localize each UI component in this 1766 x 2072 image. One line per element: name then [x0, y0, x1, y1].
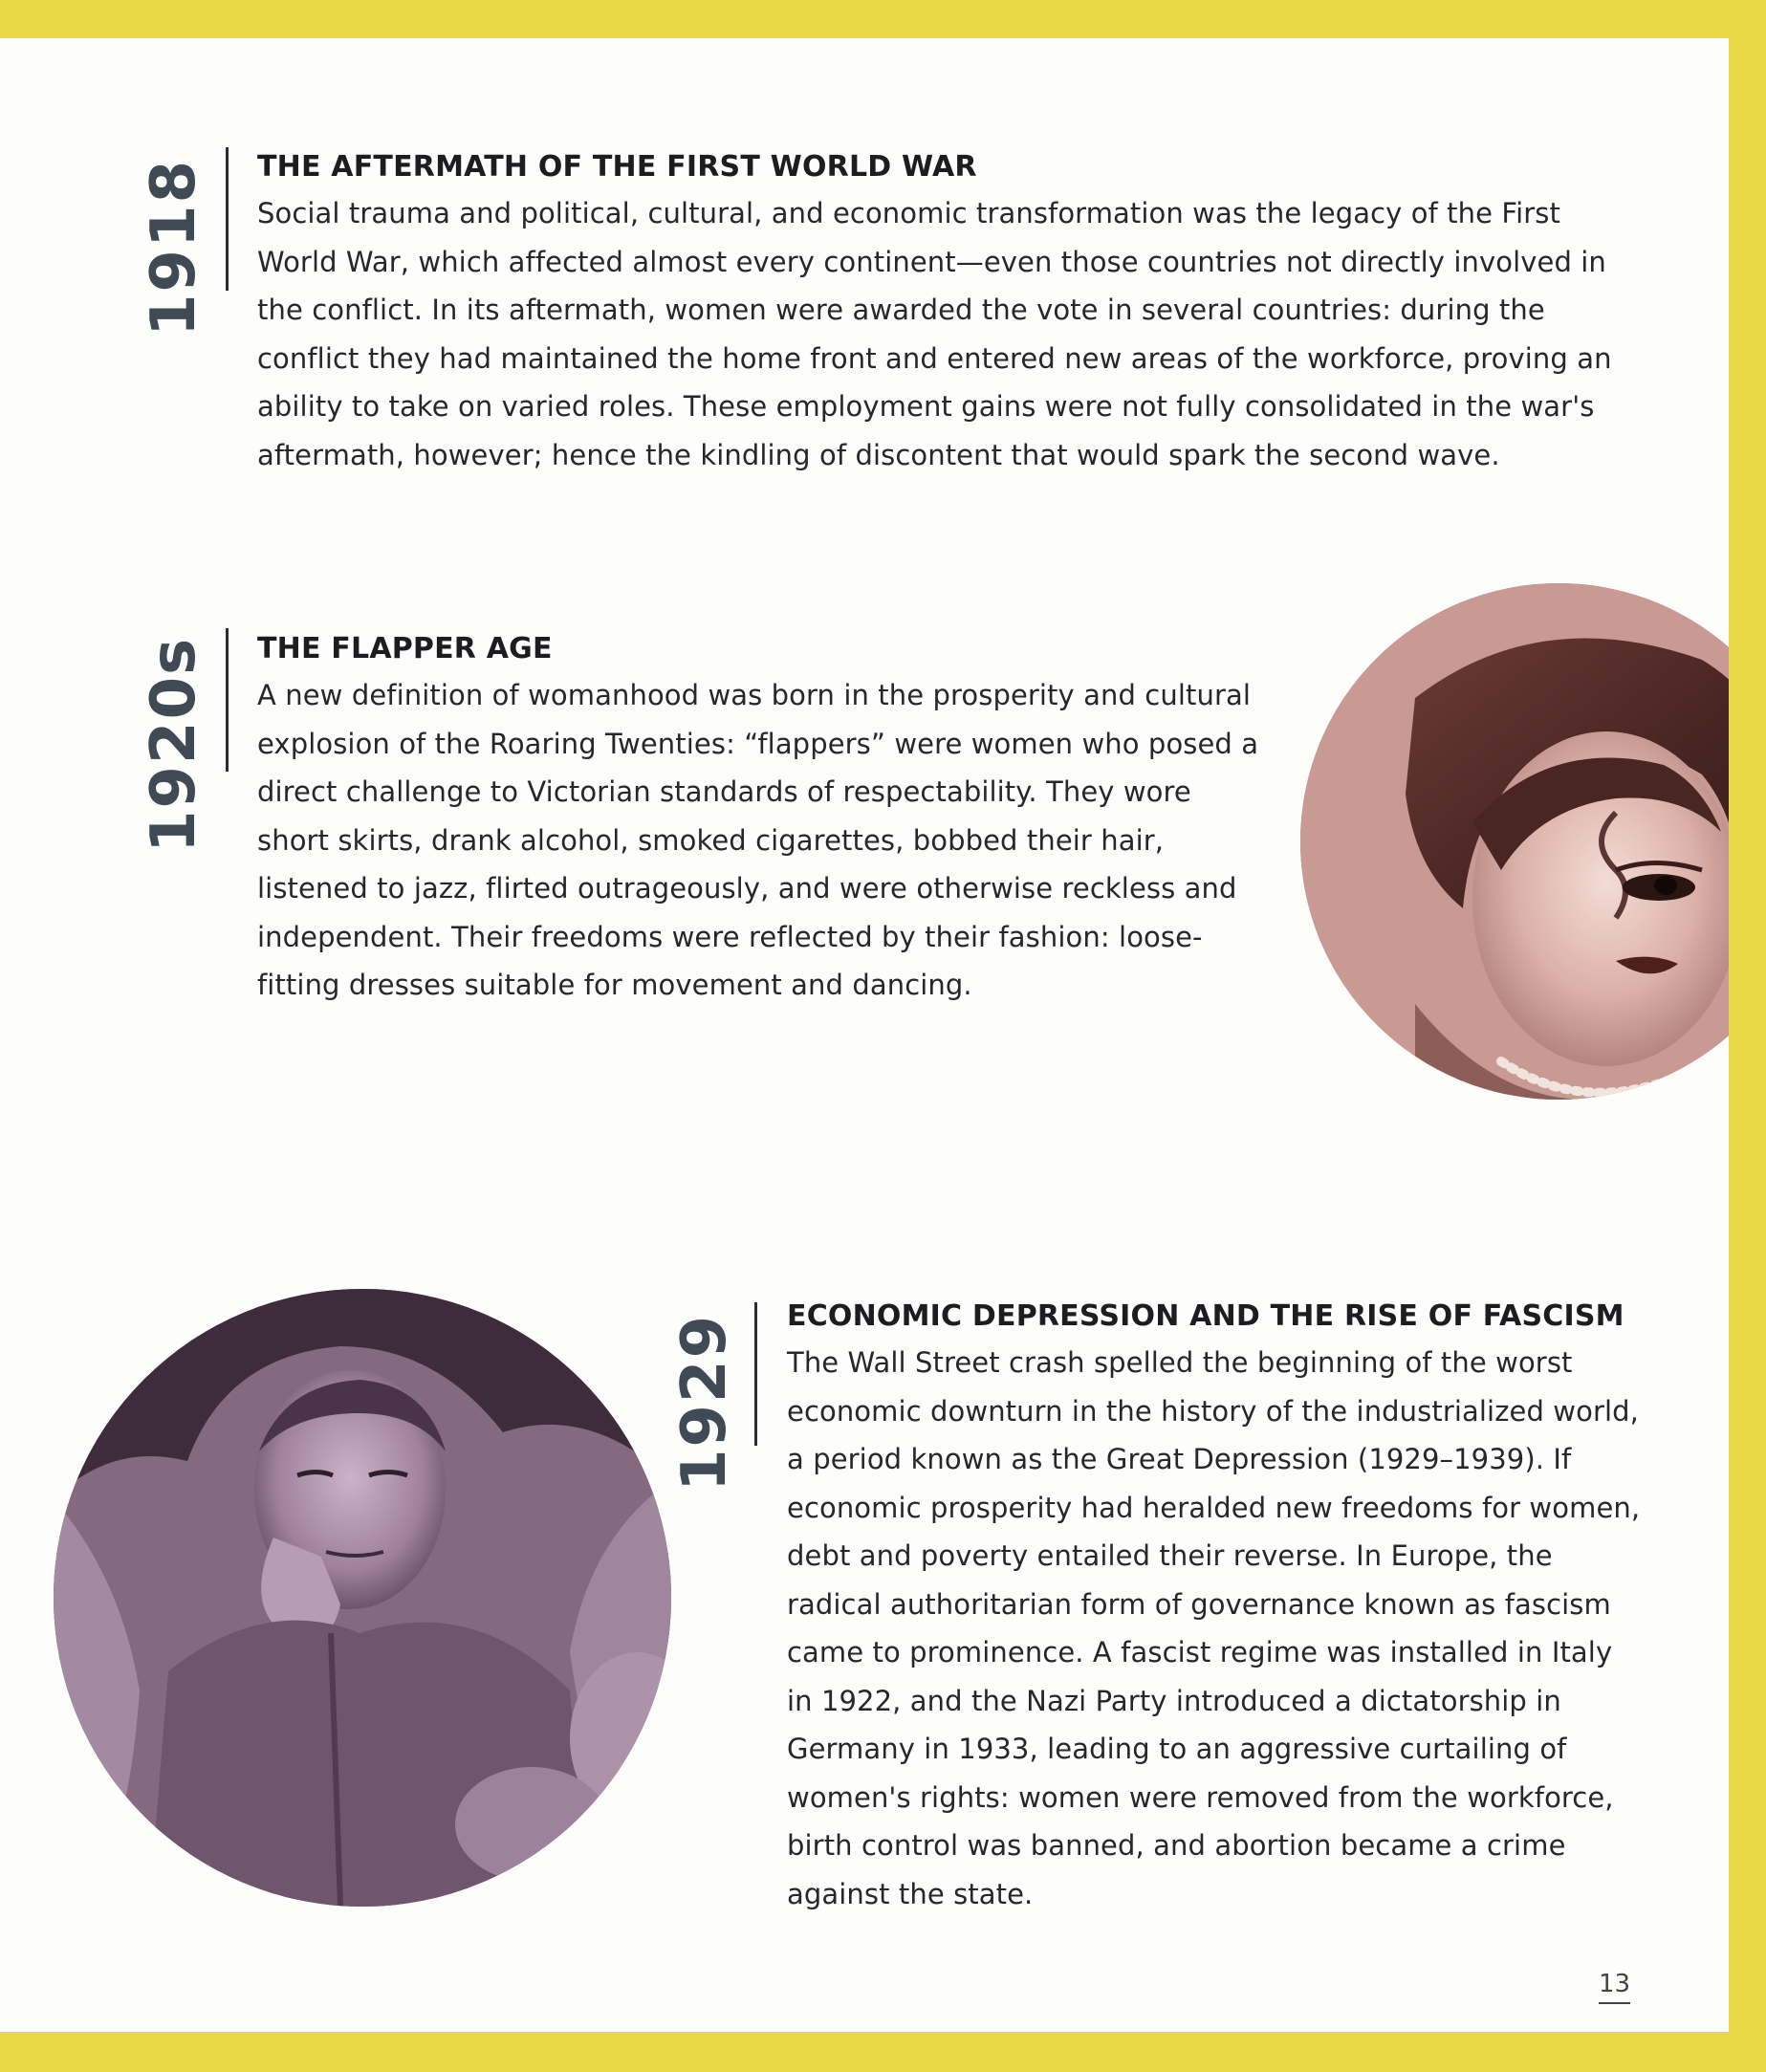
migrant-mother-illustration — [54, 1289, 671, 1907]
year-label: 1920s — [139, 636, 209, 853]
divider-bar — [226, 628, 229, 772]
section-heading: THE AFTERMATH OF THE FIRST WORLD WAR — [257, 150, 977, 184]
section-body: Social trauma and political, cultural, and economic transformation was the legacy of the First World War, which affected almost every continent—even those countries not directly involved in the conflict. In its aftermath, women were awarded the vote in several countries: during the conflict they had maintained the home front and entered new areas of the workforce, proving an ability to take on varied roles. These employment gains were not fully consolidated in the war's aftermath, however; hence the kindling of discontent that would spark the second wave. — [257, 197, 1612, 471]
section-heading: ECONOMIC DEPRESSION AND THE RISE OF FASCISM — [787, 1299, 1624, 1333]
flapper-woman-photo — [1300, 583, 1729, 1100]
flapper-woman-illustration — [1300, 583, 1729, 1100]
section-heading: THE FLAPPER AGE — [257, 632, 553, 665]
section-body: A new definition of womanhood was born in the prosperity and cultural explosion of the Roaring Twenties: “flappers” were women who posed a direct challenge to Victorian standards of respectability. They wore short skirts, drank alcohol, smoked cigarettes, bobbed their hair, listened to jazz, flirted outrageously, and were otherwise reckless and independent. Their freedoms were reflected by their fashion: loose-fitting dresses suitable for movement and dancing. — [257, 679, 1259, 1001]
divider-bar — [226, 147, 229, 291]
page-number: 13 — [1599, 1970, 1630, 2004]
year-label: 1918 — [139, 158, 209, 337]
year-label: 1929 — [669, 1313, 740, 1492]
divider-bar — [754, 1302, 757, 1446]
book-page — [0, 38, 1729, 2032]
section-body: The Wall Street crash spelled the beginning of the worst economic downturn in the history of the industrialized world, a period known as the Great Depression (1929–1939). If economic prosperity had heralded new freedoms for women, debt and poverty entailed their reverse. In Europe, the radical authoritarian form of governance known as fascism came to prominence. A fascist regime was installed in Italy in 1922, and the Nazi Party introduced a dictatorship in Germany in 1933, leading to an aggressive curtailing of women's rights: women were removed from the workforce, birth control was banned, and abortion became a crime against the state. — [787, 1346, 1641, 1910]
migrant-mother-photo — [54, 1289, 671, 1907]
